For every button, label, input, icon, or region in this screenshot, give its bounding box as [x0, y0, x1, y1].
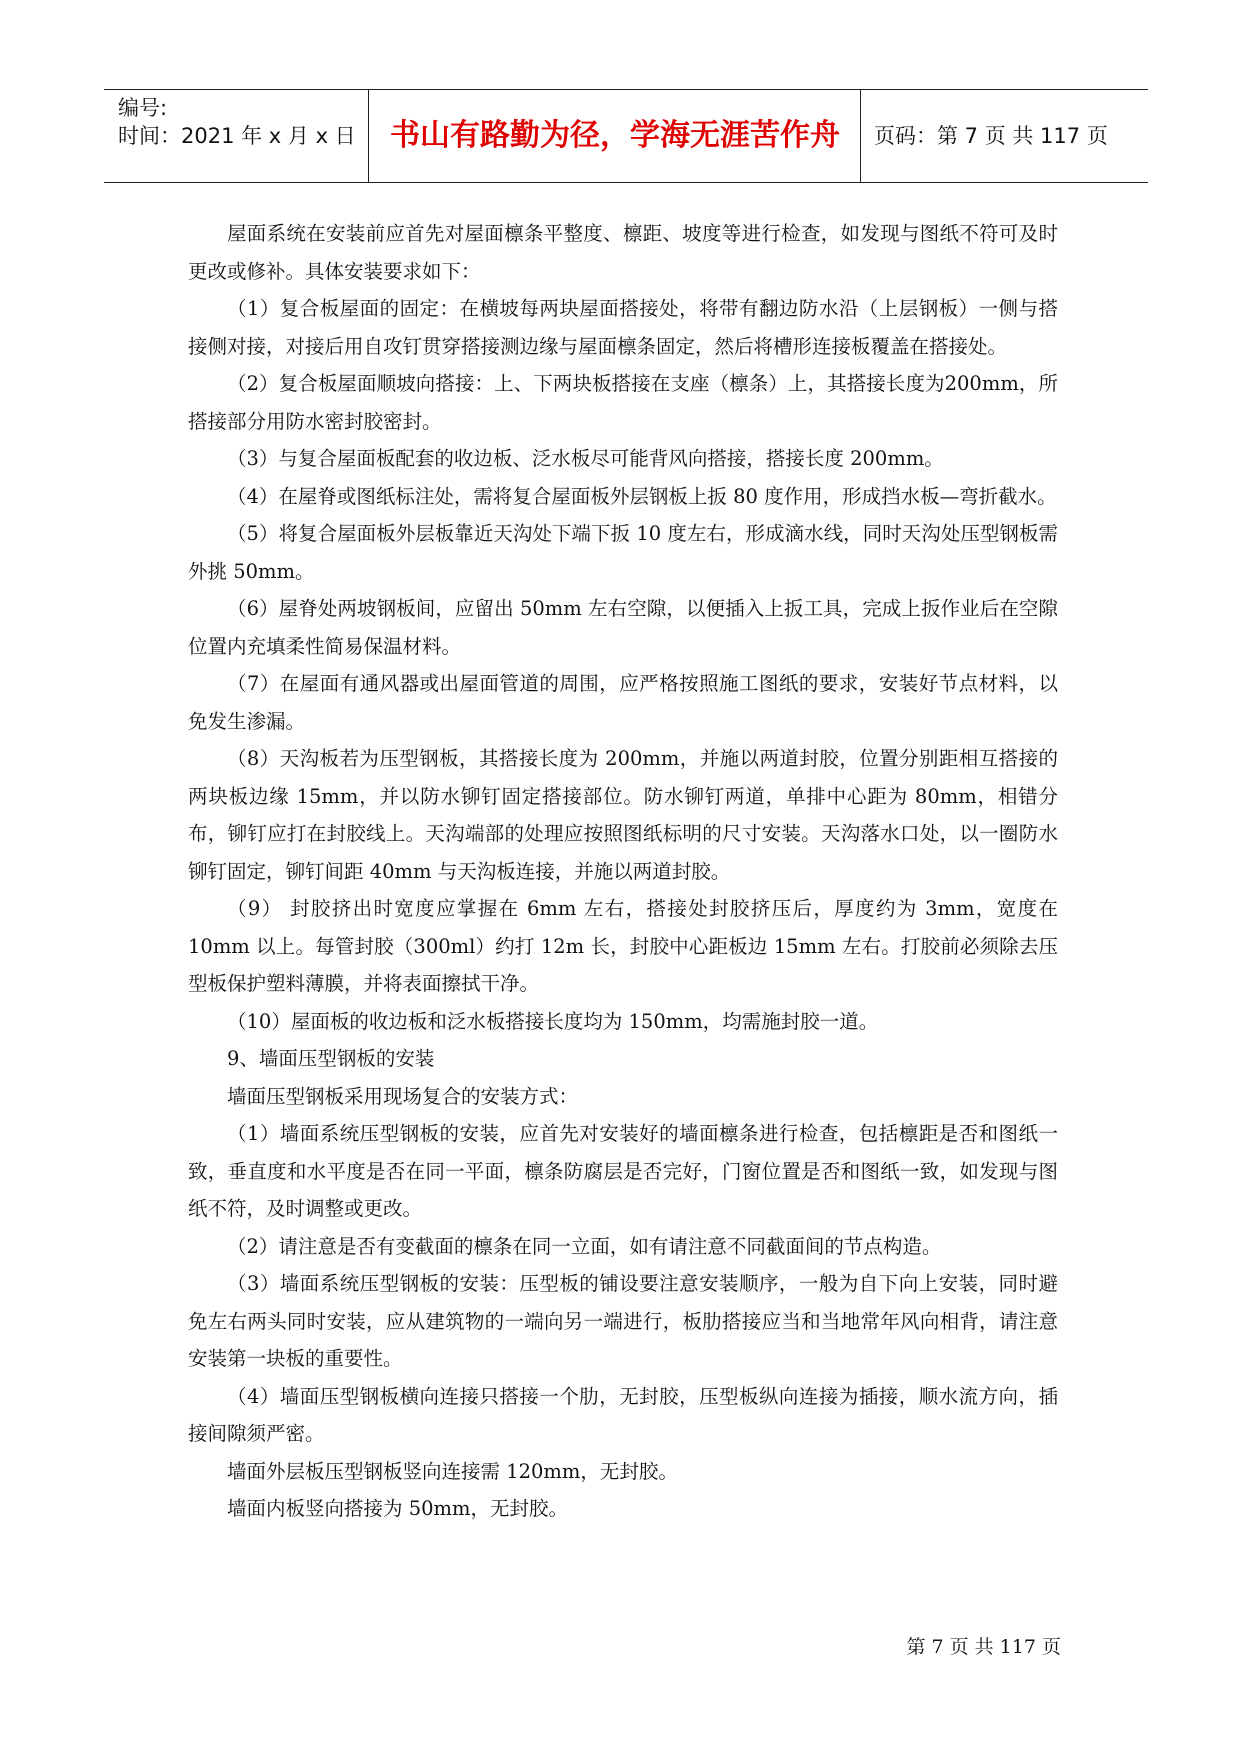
header-divider [860, 90, 861, 182]
document-time-label: 时间：2021 年 x 月 x 日 [118, 124, 356, 148]
section-heading: 9、墙面压型钢板的安装 [227, 1047, 435, 1070]
paragraph: （5）将复合屋面板外层板靠近天沟处下端下扳 10 度左右，形成滴水线，同时天沟处压型钢板需外挑 50mm。 [188, 522, 1058, 583]
paragraph: （4）在屋脊或图纸标注处，需将复合屋面板外层钢板上扳 80 度作用，形成挡水板—弯折截水。 [227, 484, 1057, 508]
paragraph: （2）请注意是否有变截面的檩条在同一立面，如有请注意不同截面间的节点构造。 [227, 1234, 942, 1258]
paragraph: （1）墙面系统压型钢板的安装，应首先对安装好的墙面檩条进行检查，包括檩距是否和图纸一致，垂直度和水平度是否在同一平面，檩条防腐层是否完好，门窗位置是否和图纸一致，如发现与图纸不符，及时调整或更改。 [188, 1122, 1058, 1220]
header-motto: 书山有路勤为径，学海无涯苦作舟 [390, 118, 840, 153]
paragraph: 墙面压型钢板采用现场复合的安装方式： [227, 1084, 579, 1108]
document-body [188, 215, 1058, 1528]
document-number-label: 编号: [118, 96, 168, 120]
paragraph: （1）复合板屋面的固定：在横坡每两块屋面搭接处，将带有翻边防水沿（上层钢板）一侧与搭接侧对接，对接后用自攻钉贯穿搭接测边缘与屋面檩条固定，然后将槽形连接板覆盖在搭接处。 [188, 297, 1058, 358]
paragraph: （4）墙面压型钢板横向连接只搭接一个肋，无封胶，压型板纵向连接为插接，顺水流方向，插接间隙须严密。 [188, 1384, 1058, 1445]
paragraph: 墙面外层板压型钢板竖向连接需 120mm，无封胶。 [227, 1459, 678, 1483]
paragraph: （6）屋脊处两坡钢板间，应留出 50mm 左右空隙，以便插入上扳工具，完成上扳作业后在空隙位置内充填柔性简易保温材料。 [188, 597, 1058, 658]
paragraph: （3）与复合屋面板配套的收边板、泛水板尽可能背风向搭接，搭接长度 200mm。 [227, 447, 944, 470]
paragraph: 屋面系统在安装前应首先对屋面檩条平整度、檩距、坡度等进行检查，如发现与图纸不符可及时更改或修补。具体安装要求如下： [188, 222, 1058, 283]
paragraph: （7）在屋面有通风器或出屋面管道的周围，应严格按照施工图纸的要求，安装好节点材料，以免发生渗漏。 [188, 672, 1058, 733]
paragraph: （10）屋面板的收边板和泛水板搭接长度均为 150mm，均需施封胶一道。 [227, 1009, 879, 1033]
header-divider [368, 90, 369, 182]
page-header [104, 89, 1148, 183]
paragraph: （3）墙面系统压型钢板的安装：压型板的铺设要注意安装顺序，一般为自下向上安装，同时避免左右两头同时安装，应从建筑物的一端向另一端进行，板肋搭接应当和当地常年风向相背，请注意安装第一块板的重要性。 [188, 1272, 1058, 1370]
paragraph: （2）复合板屋面顺坡向搭接：上、下两块板搭接在支座（檩条）上，其搭接长度为200mm，所搭接部分用防水密封胶密封。 [188, 372, 1058, 433]
paragraph: （8）天沟板若为压型钢板，其搭接长度为 200mm，并施以两道封胶，位置分别距相互搭接的两块板边缘 15mm，并以防水铆钉固定搭接部位。防水铆钉两道，单排中心距为 80mm，相错分布，铆钉应打在封胶线上。天沟端部的处理应按照图纸标明的尺寸安装。天沟落水口处，以一圈防水铆钉固定，铆钉间距 40mm 与天沟板连接，并施以两道封胶。 [188, 747, 1058, 883]
header-page-number: 页码：第 7 页 共 117 页 [874, 124, 1108, 148]
paragraph: （9） 封胶挤出时宽度应掌握在 6mm 左右，搭接处封胶挤压后，厚度约为 3mm，宽度在 10mm 以上。每管封胶（300ml）约打 12m 长，封胶中心距板边 15mm 左右。打胶前必须除去压型板保护塑料薄膜，并将表面擦拭干净。 [188, 897, 1058, 995]
paragraph: 墙面内板竖向搭接为 50mm，无封胶。 [227, 1497, 568, 1520]
page-footer: 第 7 页 共 117 页 [906, 1636, 1061, 1658]
header-meta [118, 94, 368, 150]
